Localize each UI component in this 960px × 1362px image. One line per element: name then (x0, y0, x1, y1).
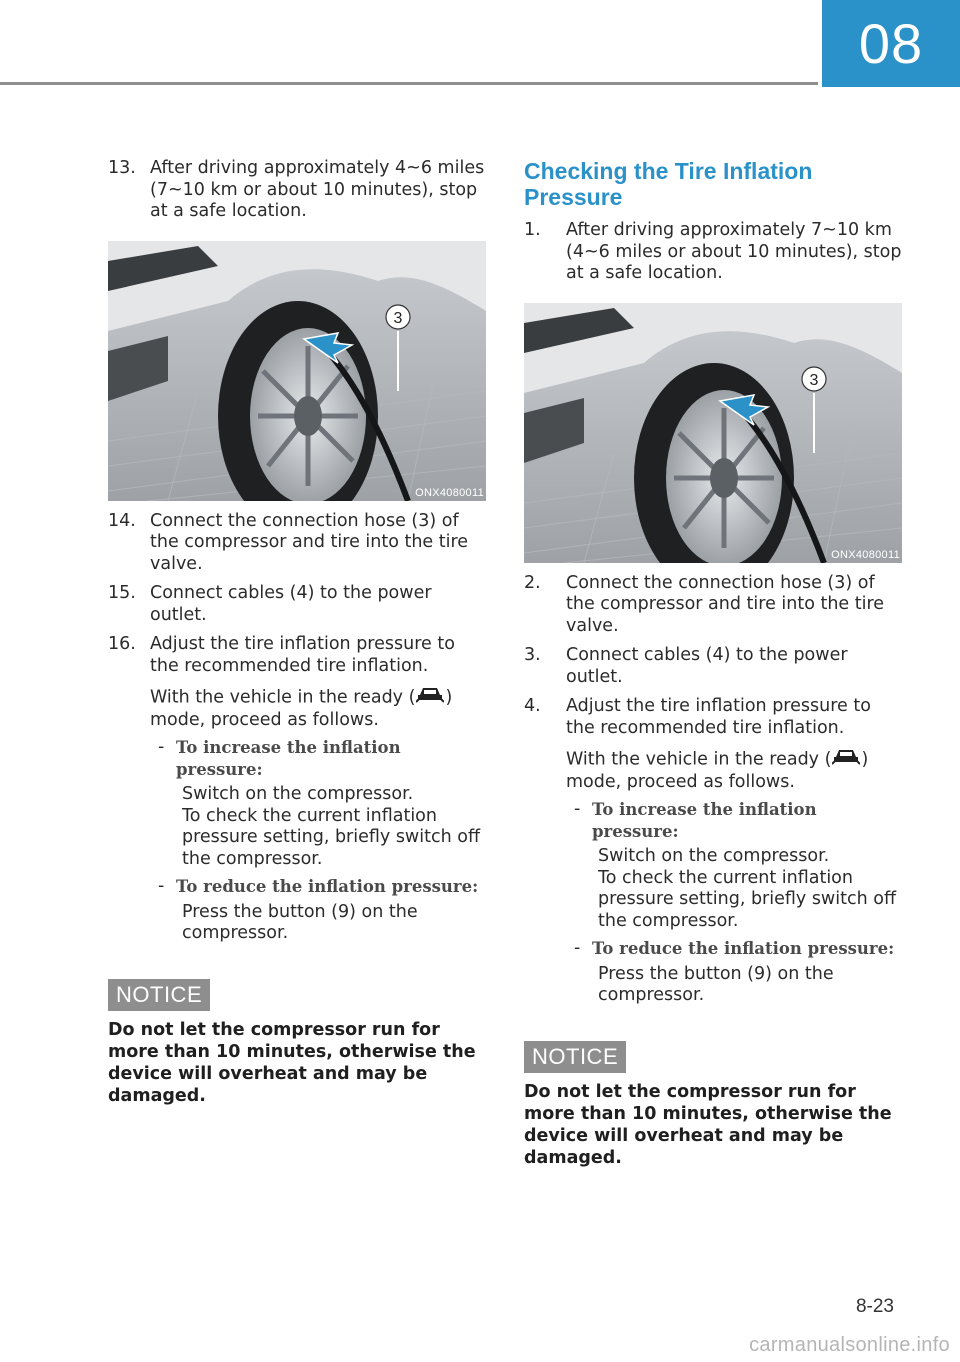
callout-number: 3 (809, 371, 819, 389)
tire-illustration (108, 241, 486, 501)
header-rule (0, 82, 818, 85)
page-number: 8-23 (855, 1296, 894, 1317)
step-number: 2. (524, 572, 541, 593)
reduce-pressure-heading: To reduce the inflation pressure: (176, 877, 479, 896)
step-number: 13. (108, 158, 136, 178)
increase-pressure-body (592, 846, 904, 932)
step-text: Connect cables (4) to the power outlet. (150, 583, 432, 625)
step-number: 15. (108, 583, 136, 603)
step-text: After driving approximately 7~10 km (4~6 miles or about 10 minutes), stop at a safe location. (566, 220, 902, 283)
increase-pressure-heading: To increase the inflation pressure: (176, 738, 401, 779)
ready-text-after: ) mode, proceed as follows. (150, 687, 453, 730)
step-14 (108, 511, 488, 576)
reduce-pressure-body: Press the button (9) on the compressor. (598, 963, 834, 1005)
increase-pressure-item (150, 737, 488, 870)
increase-pressure-heading: To increase the inflation pressure: (592, 800, 817, 841)
list-dash: - (574, 938, 581, 958)
reduce-pressure-item (566, 938, 904, 1007)
increase-pressure-item (566, 799, 904, 932)
step-15 (108, 583, 488, 626)
reduce-pressure-item (150, 876, 488, 945)
list-dash: - (574, 799, 581, 819)
figure-code: ONX4080011 (415, 486, 484, 499)
reduce-pressure-heading: To reduce the inflation pressure: (592, 939, 895, 958)
tire-compressor-figure (524, 303, 902, 563)
notice-badge: NOTICE (108, 979, 210, 1011)
ready-text-after: ) mode, proceed as follows. (566, 749, 869, 792)
step-text: After driving approximately 4~6 miles (7~10 km or about 10 minutes), stop at a safe location. (150, 158, 485, 221)
tire-compressor-figure (108, 241, 486, 501)
tire-illustration (524, 303, 902, 563)
step-text: Adjust the tire inflation pressure to the recommended tire inflation. (150, 634, 455, 676)
right-column (524, 158, 904, 1169)
step-text: Connect the connection hose (3) of the compressor and tire into the tire valve. (150, 510, 469, 574)
step-number: 16. (108, 634, 136, 654)
watermark: carmanualsonline.info (749, 1334, 950, 1356)
ready-mode-text (566, 747, 904, 793)
increase-pressure-body (176, 784, 488, 870)
step-number: 1. (524, 220, 541, 240)
left-column (108, 158, 488, 1107)
step-1 (524, 220, 904, 285)
increase-line-2: To check the current inflation pressure setting, briefly switch off the compressor. (182, 805, 481, 869)
figure-code: ONX4080011 (831, 548, 900, 561)
notice-text: Do not let the compressor run for more than 10 minutes, otherwise the device will overheat and may be damaged. (524, 1081, 892, 1168)
car-ready-icon (832, 747, 860, 772)
notice-badge: NOTICE (524, 1041, 626, 1073)
increase-line-1: Switch on the compressor. (182, 784, 414, 804)
step-number: 3. (524, 645, 541, 665)
step-3 (524, 645, 904, 688)
ready-text-before: With the vehicle in the ready ( (566, 749, 832, 770)
step-13 (108, 158, 488, 223)
step-number: 14. (108, 510, 136, 531)
callout-number: 3 (393, 309, 403, 327)
step-2 (524, 573, 904, 638)
list-dash: - (158, 876, 165, 896)
ready-text-before: With the vehicle in the ready ( (150, 687, 416, 708)
step-16 (108, 634, 488, 945)
ready-mode-text (150, 685, 488, 731)
step-4 (524, 696, 904, 1007)
increase-line-2: To check the current inflation pressure setting, briefly switch off the compressor. (598, 867, 897, 931)
step-text: Connect cables (4) to the power outlet. (566, 645, 848, 687)
car-ready-icon (416, 685, 444, 710)
notice-text: Do not let the compressor run for more than 10 minutes, otherwise the device will overheat and may be damaged. (108, 1019, 476, 1106)
step-text: Connect the connection hose (3) of the compressor and tire into the tire valve. (566, 572, 885, 636)
chapter-tab: 08 (822, 0, 960, 87)
list-dash: - (158, 737, 165, 757)
reduce-pressure-body: Press the button (9) on the compressor. (182, 901, 418, 943)
increase-line-1: Switch on the compressor. (598, 846, 830, 866)
step-number: 4. (524, 696, 541, 716)
section-title: Checking the Tire Inflation Pressure (524, 158, 813, 210)
step-text: Adjust the tire inflation pressure to the recommended tire inflation. (566, 696, 871, 738)
